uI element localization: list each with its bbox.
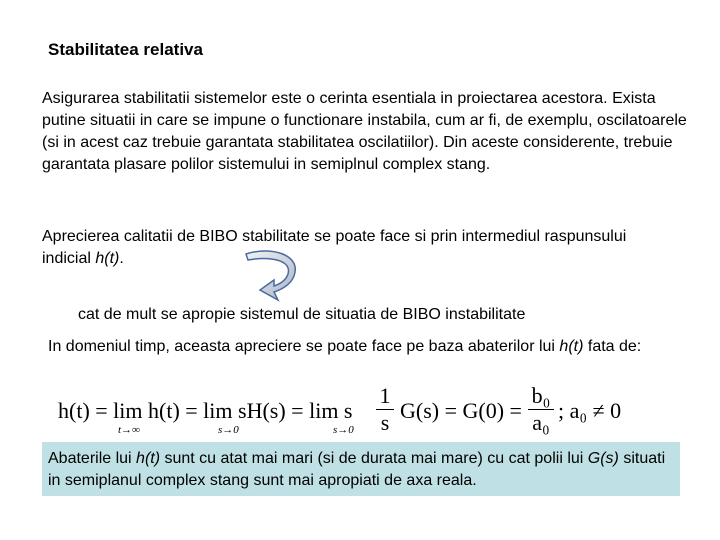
bibo-text: Aprecierea calitatii de BIBO stabilitate se poate face si prin intermediul raspunsului indicial	[42, 228, 627, 267]
highlight-note	[42, 442, 680, 496]
time-domain-text: In domeniul timp, aceasta apreciere se poate face pe baza abaterilor lui	[48, 338, 560, 355]
curved-arrow-icon	[240, 244, 310, 304]
note-text-2: sunt cu atat mai mari (si de durata mai mare) cu cat polii lui	[160, 450, 588, 467]
time-domain-text-end: fata de:	[583, 338, 642, 355]
fraction-b0-a0	[528, 384, 554, 435]
note-text-3: situati in semiplanul complex stang sunt mai apropiati de axa reala.	[48, 450, 666, 489]
bibo-text-end: .	[119, 250, 124, 267]
formula-part1: h(t) = lim h(t) = lim sH(s) = lim s	[58, 398, 353, 423]
formula-sub-s1: s→0	[218, 424, 239, 436]
frac2-denominator: a₀	[532, 410, 550, 435]
slide-title: Stabilitatea relativa	[48, 40, 203, 59]
fraction-1-over-s	[376, 384, 394, 435]
frac2-numerator: b₀	[531, 383, 551, 408]
formula-sub-s2: s→0	[333, 424, 354, 436]
note-text-1: Abaterile lui	[48, 450, 137, 467]
note-italic-g: G(s)	[587, 450, 619, 467]
bibo-paragraph	[42, 226, 662, 270]
limit-formula	[58, 384, 648, 444]
formula-sub-t: t→∞	[118, 424, 140, 436]
frac1-denominator: s	[380, 410, 390, 435]
note-italic-h: h(t)	[136, 450, 161, 467]
h-t-italic-2: h(t)	[559, 338, 584, 355]
intro-paragraph: Asigurarea stabilitatii sistemelor este o cerinta esentiala in proiectarea acestora. Exista putine situatii in care se impune o functionare instabila, cum ar fi, de exemplu, oscilatoarele (si in acest caz trebuie garantata stabilitatea oscilatiilor). Din aceste considerente, trebuie garantata plasare polilor sistemului in semiplnul complex stang.	[42, 90, 687, 173]
frac1-numerator: 1	[379, 383, 391, 408]
h-t-italic: h(t)	[95, 250, 120, 267]
instability-note: cat de mult se apropie sistemul de situatia de BIBO instabilitate	[78, 306, 526, 323]
time-domain-paragraph	[48, 336, 688, 358]
formula-part3: ; a₀ ≠ 0	[558, 398, 622, 423]
formula-part2: G(s) = G(0) =	[400, 398, 522, 423]
